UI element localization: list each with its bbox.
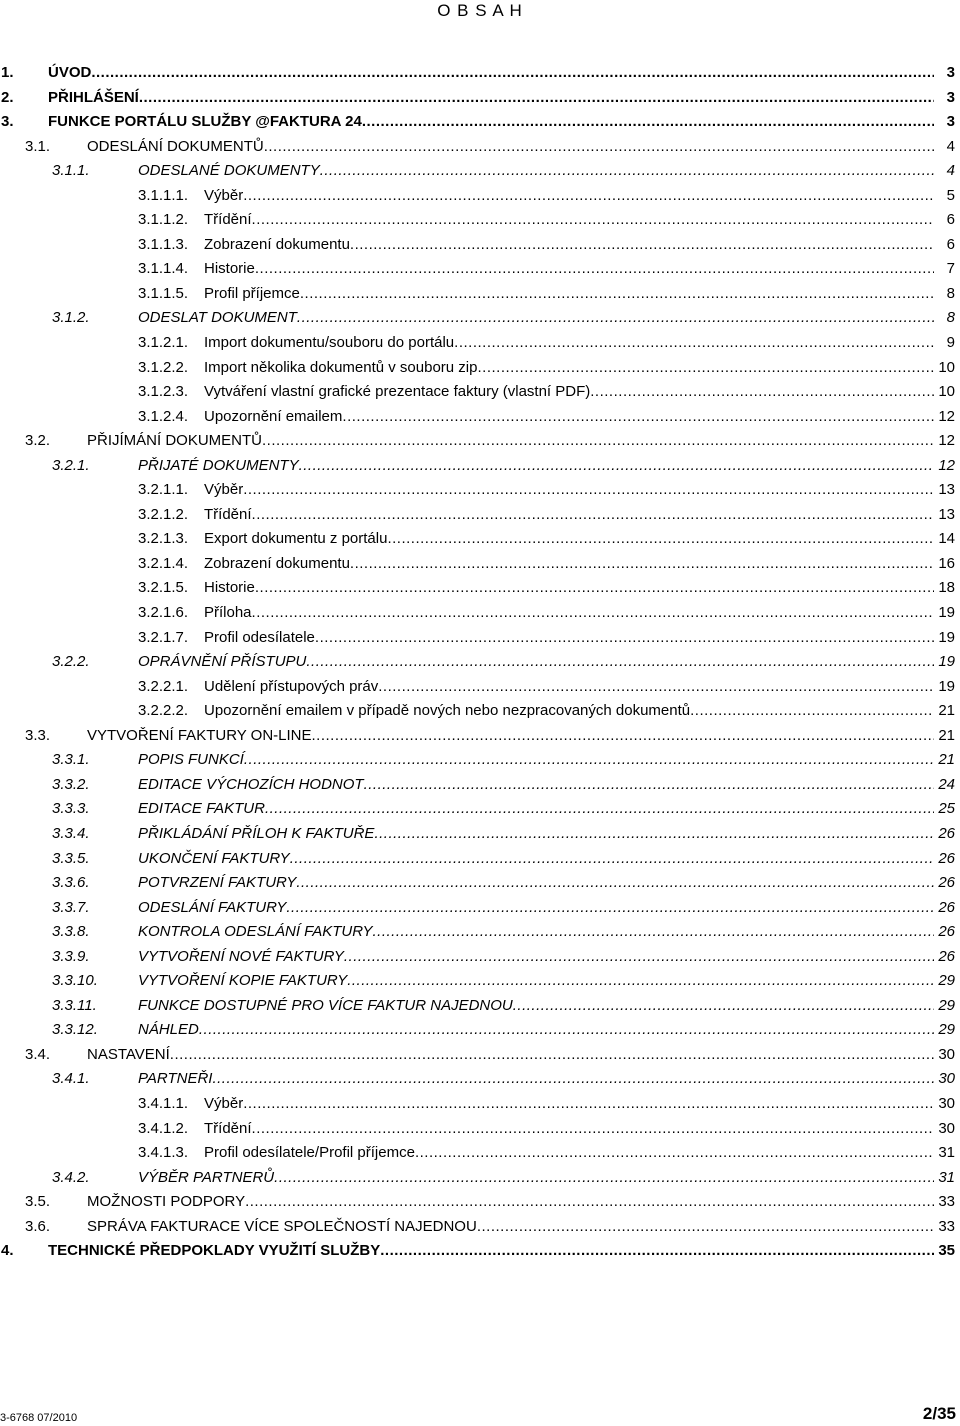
toc-entry[interactable] [0,527,960,552]
toc-entry-title: Profil příjemce [204,284,300,302]
toc-entry-number: 3.3.3. [52,800,90,818]
toc-entry-number: 3.2.2.1. [138,677,189,695]
toc-dot-leader [378,675,934,700]
toc-dot-leader [306,650,934,675]
toc-dot-leader [454,331,934,356]
toc-dot-leader [374,822,934,847]
toc-entry[interactable] [0,503,960,528]
toc-entry[interactable] [0,1067,960,1092]
toc-entry-page: 26 [938,898,955,916]
toc-entry-title: Import dokumentu/souboru do portálu [204,334,455,352]
toc-entry-number: 3.3. [25,726,51,744]
toc-entry-page: 31 [938,1144,955,1162]
toc-entry-page: 7 [946,260,955,278]
toc-entry-title: PŘIJÍMÁNÍ DOKUMENTŮ [87,432,263,450]
toc-entry-number: 4. [1,1242,14,1260]
toc-entry-page: 13 [938,505,955,523]
toc-entry[interactable] [0,1215,960,1240]
toc-dot-leader [91,61,934,86]
toc-entry-page: 6 [946,235,955,253]
toc-entry-number: 3.4.1. [52,1070,90,1088]
toc-dot-leader [212,1067,934,1092]
toc-dot-leader [244,748,934,773]
toc-entry-title: PŘIHLÁŠENÍ [48,88,139,106]
toc-entry-page: 21 [938,726,955,744]
toc-entry-page: 29 [938,972,955,990]
toc-entry-title: ODESLÁNÍ DOKUMENTŮ [87,137,264,155]
toc-entry-number: 3.2. [25,432,51,450]
toc-entry-number: 3.3.10. [52,972,98,990]
toc-dot-leader [252,601,934,626]
toc-dot-leader [262,429,934,454]
toc-entry-title: NÁHLED [138,1021,199,1039]
toc-entry[interactable] [0,724,960,749]
toc-entry[interactable] [0,86,960,111]
toc-entry[interactable] [0,896,960,921]
toc-dot-leader [299,454,934,479]
toc-entry-title: Třídění [204,211,252,229]
toc-entry[interactable] [0,405,960,430]
toc-entry-title: Profil odesílatele/Profil příjemce [204,1144,415,1162]
toc-entry-number: 3.1.1.3. [138,235,189,253]
toc-entry-number: 3.1.1.1. [138,186,189,204]
toc-entry-page: 19 [938,677,955,695]
toc-dot-leader [274,1166,934,1191]
toc-dot-leader [255,576,934,601]
toc-entry-number: 3.6. [25,1217,51,1235]
toc-dot-leader [387,527,934,552]
toc-entry-number: 3.2.1.1. [138,481,189,499]
toc-entry-number: 3.1.2. [52,309,90,327]
toc-entry-number: 3.4.1.3. [138,1144,189,1162]
toc-entry-number: 3.1.1.5. [138,284,189,302]
toc-entry-page: 16 [938,554,955,572]
toc-entry-title: Vytváření vlastní grafické prezentace faktury (vlastní PDF) [204,383,591,401]
toc-entry[interactable] [0,184,960,209]
toc-entry-page: 29 [938,996,955,1014]
toc-entry[interactable] [0,208,960,233]
toc-entry-title: Profil odesílatele [204,628,315,646]
toc-entry-number: 3.3.1. [52,751,90,769]
toc-entry[interactable] [0,1018,960,1043]
toc-entry-number: 3.3.2. [52,775,90,793]
toc-entry-number: 3.1.1.4. [138,260,189,278]
toc-entry[interactable] [0,675,960,700]
toc-entry[interactable] [0,1190,960,1215]
toc-dot-leader [252,1117,934,1142]
toc-entry[interactable] [0,454,960,479]
toc-entry-number: 3.2.2.2. [138,702,189,720]
toc-entry-title: Export dokumentu z portálu [204,530,388,548]
toc-entry-title: Historie [204,260,255,278]
toc-entry-page: 4 [946,162,955,180]
toc-entry[interactable] [0,626,960,651]
toc-dot-leader [264,135,934,160]
toc-entry-title: Udělení přístupových práv [204,677,379,695]
toc-entry-number: 3.3.8. [52,923,90,941]
toc-entry-page: 13 [938,481,955,499]
toc-entry[interactable] [0,1166,960,1191]
toc-dot-leader [315,626,934,651]
toc-dot-leader [320,159,934,184]
toc-entry-number: 3.5. [25,1193,51,1211]
toc-entry[interactable] [0,257,960,282]
toc-entry[interactable] [0,233,960,258]
toc-entry-number: 3.1.2.4. [138,407,189,425]
toc-entry-page: 31 [938,1168,955,1186]
toc-entry-title: ODESLANÉ DOKUMENTY [138,162,320,180]
footer-page-number: 2/35 [922,1404,956,1423]
toc-entry-title: Import několika dokumentů v souboru zip [204,358,478,376]
toc-entry-title: FUNKCE PORTÁLU SLUŽBY @FAKTURA 24 [48,113,362,131]
toc-entry-page: 19 [938,653,955,671]
toc-dot-leader [296,871,934,896]
toc-entry-page: 24 [938,775,955,793]
toc-entry-number: 3.2.1.3. [138,530,189,548]
toc-entry-title: NASTAVENÍ [87,1045,170,1063]
toc-entry[interactable] [0,920,960,945]
toc-dot-leader [245,1190,934,1215]
toc-entry-page: 26 [938,824,955,842]
toc-entry-page: 4 [946,137,955,155]
toc-entry-page: 29 [938,1021,955,1039]
toc-entry[interactable] [0,650,960,675]
toc-dot-leader [477,356,934,381]
toc-dot-leader [364,773,934,798]
toc-entry-title: PŘIKLÁDÁNÍ PŘÍLOH K FAKTUŘE [138,824,375,842]
toc-entry-number: 3.2.1.2. [138,505,189,523]
toc-entry[interactable] [0,969,960,994]
toc-entry-page: 30 [938,1119,955,1137]
toc-entry-number: 3.1.1.2. [138,211,189,229]
toc-entry-title: TECHNICKÉ PŘEDPOKLADY VYUŽITÍ SLUŽBY [48,1242,381,1260]
toc-entry-number: 3.2.1.4. [138,554,189,572]
toc-entry-title: PŘIJATÉ DOKUMENTY [138,456,299,474]
toc-dot-leader [312,724,935,749]
toc-entry-page: 10 [938,358,955,376]
toc-entry-number: 3.2.1.7. [138,628,189,646]
toc-entry-page: 35 [938,1242,955,1260]
toc-entry-page: 21 [938,751,955,769]
toc-entry-number: 2. [1,88,14,106]
toc-entry[interactable] [0,356,960,381]
toc-entry-number: 3.1. [25,137,51,155]
toc-entry-number: 3.1.1. [52,162,90,180]
toc-entry[interactable] [0,1043,960,1068]
toc-entry-page: 33 [938,1193,955,1211]
toc-dot-leader [243,184,934,209]
toc-entry-number: 3.4.1.2. [138,1119,189,1137]
toc-entry-page: 18 [938,579,955,597]
toc-entry[interactable] [0,871,960,896]
toc-entry-title: KONTROLA ODESLÁNÍ FAKTURY [138,923,373,941]
toc-entry-page: 12 [938,456,955,474]
toc-entry-page: 19 [938,604,955,622]
toc-dot-leader [590,380,934,405]
toc-entry[interactable] [0,552,960,577]
toc-entry[interactable] [0,797,960,822]
toc-dot-leader [350,552,934,577]
toc-dot-leader [690,699,934,724]
toc-entry-page: 21 [938,702,955,720]
toc-entry-number: 3.3.6. [52,874,90,892]
toc-entry-title: Třídění [204,1119,252,1137]
toc-entry-title: Zobrazení dokumentu [204,554,350,572]
toc-entry-title: POPIS FUNKCÍ [138,751,244,769]
toc-entry-number: 3.3.12. [52,1021,98,1039]
toc-entry-page: 10 [938,383,955,401]
toc-entry-page: 19 [938,628,955,646]
page-title: O B S A H [437,1,523,20]
toc-dot-leader [170,1043,934,1068]
toc-dot-leader [290,847,934,872]
toc-entry-title: OPRÁVNĚNÍ PŘÍSTUPU [138,653,307,671]
toc-entry-title: POTVRZENÍ FAKTURY [138,874,297,892]
toc-entry[interactable] [0,822,960,847]
toc-entry[interactable] [0,773,960,798]
toc-entry-number: 3.1.2.1. [138,334,189,352]
toc-entry-page: 30 [938,1070,955,1088]
toc-entry-title: Historie [204,579,255,597]
toc-entry-page: 33 [938,1217,955,1235]
toc-entry-title: ODESLÁNÍ FAKTURY [138,898,287,916]
toc-entry[interactable] [0,1239,960,1264]
toc-dot-leader [350,233,934,258]
toc-entry-page: 30 [938,1045,955,1063]
toc-dot-leader [300,282,934,307]
toc-entry[interactable] [0,748,960,773]
toc-entry-page: 14 [938,530,955,548]
toc-entry-number: 3.4.1.1. [138,1094,189,1112]
toc-dot-leader [265,797,934,822]
toc-entry[interactable] [0,994,960,1019]
toc-entry-number: 3.3.4. [52,824,90,842]
toc-dot-leader [139,86,934,111]
toc-entry[interactable] [0,699,960,724]
table-of-contents [0,61,960,1264]
toc-entry[interactable] [0,159,960,184]
toc-entry-number: 3. [1,113,14,131]
toc-entry-title: VYTVOŘENÍ NOVÉ FAKTURY [138,947,344,965]
toc-entry-page: 5 [946,186,955,204]
toc-entry-page: 3 [946,88,955,106]
toc-entry[interactable] [0,61,960,86]
toc-dot-leader [347,969,934,994]
toc-dot-leader [415,1141,934,1166]
toc-dot-leader [513,994,934,1019]
toc-entry-title: Příloha [204,604,252,622]
toc-entry-page: 8 [946,284,955,302]
toc-entry[interactable] [0,306,960,331]
toc-entry-page: 3 [946,64,955,81]
toc-entry-number: 3.3.5. [52,849,90,867]
toc-entry-title: Výběr [204,1094,244,1112]
footer-doc-id: 3-6768 07/2010 [0,1412,78,1424]
toc-entry-page: 26 [938,923,955,941]
toc-entry-page: 12 [938,407,955,425]
toc-entry-title: Upozornění emailem v případě nových nebo nezpracovaných dokumentů [204,702,691,720]
toc-entry-title: Zobrazení dokumentu [204,235,350,253]
toc-entry[interactable] [0,1117,960,1142]
toc-entry-number: 3.1.2.2. [138,358,189,376]
toc-entry-page: 26 [938,849,955,867]
toc-entry[interactable] [0,847,960,872]
toc-entry-number: 3.2.2. [52,653,90,671]
toc-dot-leader [342,405,934,430]
toc-dot-leader [373,920,935,945]
toc-entry-title: Upozornění emailem [204,407,343,425]
toc-entry-page: 30 [938,1094,955,1112]
toc-entry-number: 3.1.2.3. [138,383,189,401]
toc-entry[interactable] [0,380,960,405]
toc-dot-leader [255,257,934,282]
toc-entry-title: MOŽNOSTI PODPORY [87,1193,246,1211]
toc-entry-title: ODESLAT DOKUMENT [138,309,297,327]
toc-dot-leader [477,1215,934,1240]
toc-entry-page: 26 [938,947,955,965]
toc-dot-leader [362,110,934,135]
toc-entry-title: EDITACE FAKTUR [138,800,265,818]
toc-dot-leader [243,478,934,503]
toc-entry[interactable] [0,135,960,160]
toc-entry-title: ÚVOD [48,64,92,81]
toc-entry-page: 3 [946,113,955,131]
toc-entry[interactable] [0,331,960,356]
toc-entry-page: 12 [938,432,955,450]
toc-entry-title: PARTNEŘI [138,1070,213,1088]
toc-dot-leader [252,208,934,233]
toc-dot-leader [243,1092,934,1117]
toc-dot-leader [380,1239,934,1264]
toc-entry-title: Výběr [204,186,244,204]
toc-entry[interactable] [0,478,960,503]
toc-dot-leader [297,306,934,331]
toc-entry-page: 26 [938,874,955,892]
toc-entry-title: UKONČENÍ FAKTURY [138,849,290,867]
toc-entry-title: VÝBĚR PARTNERŮ [138,1168,275,1186]
toc-dot-leader [199,1018,934,1043]
toc-entry[interactable] [0,429,960,454]
toc-entry-title: FUNKCE DOSTUPNÉ PRO VÍCE FAKTUR NAJEDNOU [138,996,513,1014]
toc-entry-title: Třídění [204,505,252,523]
toc-entry-title: EDITACE VÝCHOZÍCH HODNOT [138,775,364,793]
toc-entry-page: 8 [946,309,955,327]
toc-dot-leader [286,896,934,921]
toc-entry-number: 3.3.7. [52,898,90,916]
toc-entry-page: 25 [938,800,955,818]
toc-entry-title: SPRÁVA FAKTURACE VÍCE SPOLEČNOSTÍ NAJEDNOU [87,1217,477,1235]
toc-entry-number: 3.2.1.5. [138,579,189,597]
toc-entry-number: 3.4.2. [52,1168,90,1186]
toc-entry-number: 3.2.1. [52,456,90,474]
toc-entry-number: 1. [1,64,14,81]
toc-entry[interactable] [0,576,960,601]
toc-entry-page: 6 [946,211,955,229]
toc-dot-leader [252,503,934,528]
toc-dot-leader [344,945,934,970]
toc-entry[interactable] [0,1092,960,1117]
toc-entry-number: 3.3.9. [52,947,90,965]
toc-entry-title: VYTVOŘENÍ FAKTURY ON-LINE [87,726,312,744]
toc-entry[interactable] [0,1141,960,1166]
toc-entry[interactable] [0,601,960,626]
toc-entry[interactable] [0,945,960,970]
toc-entry-page: 9 [946,334,955,352]
toc-entry[interactable] [0,282,960,307]
toc-entry-number: 3.2.1.6. [138,604,189,622]
toc-entry-number: 3.4. [25,1045,51,1063]
toc-entry-title: Výběr [204,481,244,499]
toc-entry-title: VYTVOŘENÍ KOPIE FAKTURY [138,972,348,990]
toc-entry-number: 3.3.11. [52,996,97,1014]
toc-entry[interactable] [0,110,960,135]
